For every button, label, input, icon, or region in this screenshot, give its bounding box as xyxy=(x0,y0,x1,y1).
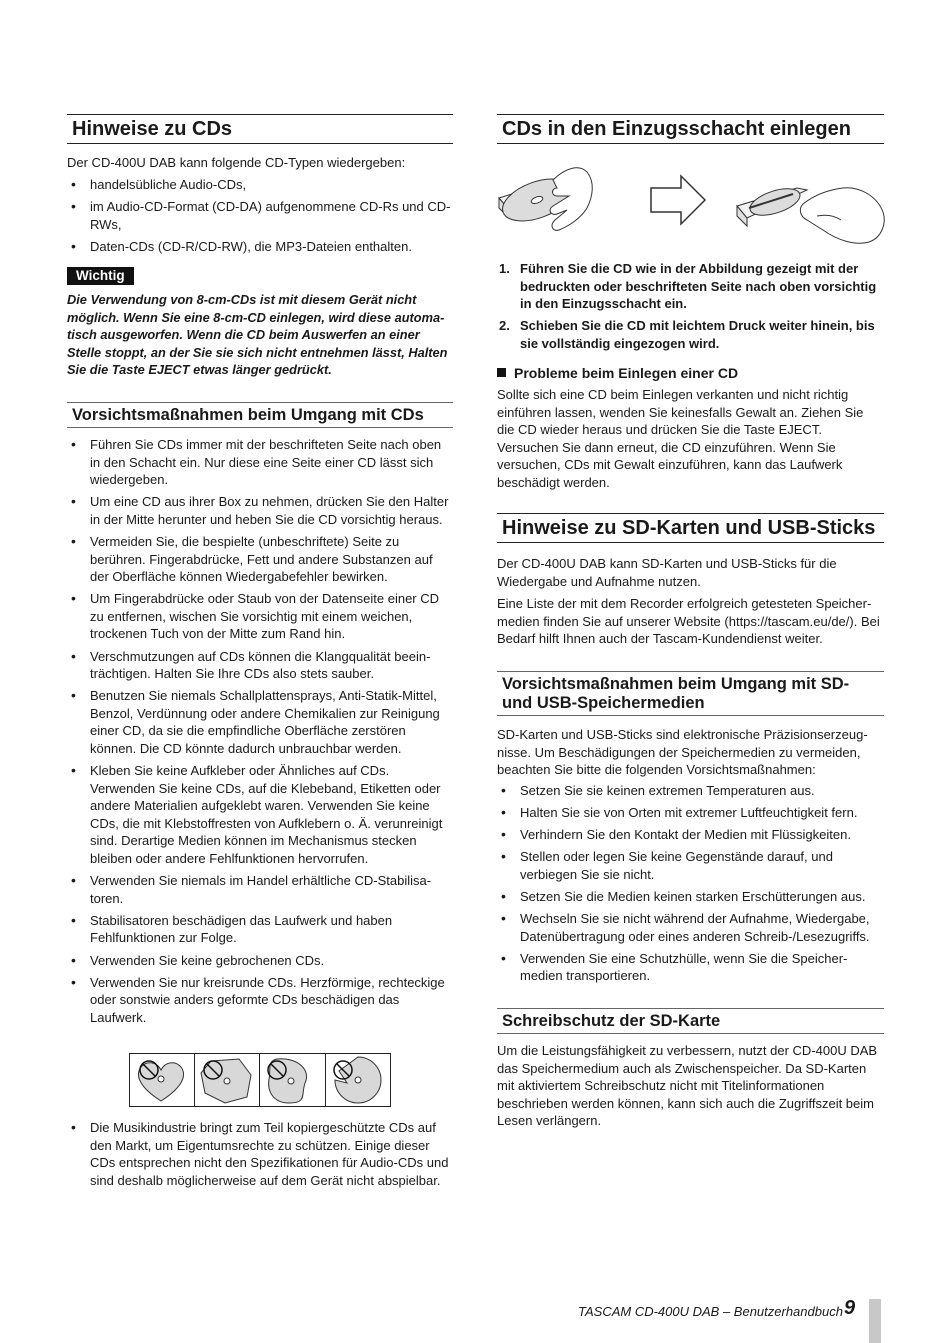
page-edge-tab xyxy=(869,1299,881,1343)
footer-doc-title: TASCAM CD-400U DAB – Benutzerhandbuch xyxy=(578,1304,843,1319)
section-title-sd-care: Vorsichtsmaßnahmen beim Umgang mit SD- und USB-Speichermedien xyxy=(497,671,884,716)
list-item: • Setzen Sie die Medien keinen starken Erschütterungen aus. xyxy=(497,888,884,906)
list-item: • Verwenden Sie eine Schutzhülle, wenn Sie die Speichermedien transportieren. xyxy=(497,950,884,985)
write-protect-text: Um die Leistungsfähigkeit zu verbessern, nutzt der CD-400U DAB das Speichermedium auch als Zwischenspeicher. Da SD-Karten mit aktiviertem Schreibschutz nicht mit Titelinformationen beschrieben werden können, kann sich auch die Zugriffszeit beim Lesen verlängern. xyxy=(497,1043,878,1129)
list-item: • Stabilisatoren beschädigen das Laufwerk und haben Fehlfunktionen zur Folge. xyxy=(67,912,453,947)
square-bullet-icon xyxy=(497,368,506,377)
list-item: • Vermeiden Sie, die bespielte (unbeschriftete) Seite zu berühren. Fingerabdrücke, Fett und andere Substanzen auf der Oberfläche können Wiedergabefehler bewirken. xyxy=(67,533,453,586)
section-title-cd-care: Vorsichtsmaßnahmen beim Umgang mit CDs xyxy=(67,402,453,428)
list-item: • Stellen oder legen Sie keine Gegenstände darauf, und verbiegen Sie sie nicht. xyxy=(497,848,884,883)
list-item: • Verwenden Sie keine gebrochenen CDs. xyxy=(67,952,453,970)
device-slot-icon-2 xyxy=(737,184,807,226)
copy-protection-list xyxy=(67,1119,453,1194)
insert-steps-list xyxy=(497,260,884,357)
list-item: • Kleben Sie keine Aufkleber oder Ähnliches auf CDs. Verwenden Sie keine CDs, auf die Klebeband, Etiketten oder andere Materialien aufgeklebt waren. Verwenden Sie keine CDs, die mit Klebstoffresten von Aufklebern o. Ä. verunreinigt sind. Derartige Medien können im Mechanismus stecken bleiben oder andere Fehlfunktionen hervorrufen. xyxy=(67,762,453,868)
list-item: • Führen Sie CDs immer mit der beschrifteten Seite nach oben in den Schacht ein. Nur diese eine Seite einer CD lässt sich wiedergeben. xyxy=(67,436,453,489)
list-item: • Daten-CDs (CD-R/CD-RW), die MP3-Dateien enthalten. xyxy=(67,238,453,256)
list-item: • handelsübliche Audio-CDs, xyxy=(67,176,453,194)
section-title-cds: Hinweise zu CDs xyxy=(67,114,453,144)
list-item: • Setzen Sie sie keinen extremen Temperaturen aus. xyxy=(497,782,884,800)
list-item: • Verhindern Sie den Kontakt der Medien mit Flüssigkeiten. xyxy=(497,826,884,844)
important-text: Die Verwendung von 8-cm-CDs ist mit diesem Gerät nicht möglich. Wenn Sie eine 8-cm-CD einlegen, wird diese automatisch ausgeworfen. Wenn die CD beim Auswerfen an einer Stelle stoppt, an der Sie sie sich nicht entnehmen lässt, Halten Sie die Taste EJECT etwas länger gedrückt. xyxy=(67,292,448,378)
cd-intro-text: Der CD-400U DAB kann folgende CD-Typen wiedergeben: xyxy=(67,155,406,170)
list-item: • Verschmutzungen auf CDs können die Klangqualität beeinträchtigen. Halten Sie Ihre CDs also stets sauber. xyxy=(67,648,453,683)
step-item: 1. Führen Sie die CD wie in der Abbildung gezeigt mit der bedruckten oder beschrifteten Seite nach oben vorsichtig in den Einzugsschacht ein. xyxy=(499,261,877,312)
cd-insertion-illustration xyxy=(497,160,887,250)
list-item: • Halten Sie sie von Orten mit extremer Luftfeuchtigkeit fern. xyxy=(497,804,884,822)
section-title-insert-cd: CDs in den Einzugsschacht einlegen xyxy=(497,114,884,144)
list-item: • im Audio-CD-Format (CD-DA) aufgenommene CD-Rs und CD-RWs, xyxy=(67,198,453,233)
list-item: • Um Fingerabdrücke oder Staub von der Datenseite einer CD zu entfernen, wischen Sie vorsichtig mit einem weichen, trockenen Tuch von der Mitte zum Rand hin. xyxy=(67,590,453,643)
problem-text: Sollte sich eine CD beim Einlegen verkanten und nicht richtig einführen lassen, wenden Sie keinesfalls Gewalt an. Ziehen Sie die CD wieder heraus und drücken Sie die Taste EJECT. Versuchen Sie dann erneut, die CD einzuführen. Wenn Sie versuchen, CDs mit Gewalt einzuführen, kann das Laufwerk beschädigt werden. xyxy=(497,387,864,490)
cd-types-list xyxy=(67,176,453,260)
page-number: 9 xyxy=(844,1297,856,1319)
list-item: • Die Musikindustrie bringt zum Teil kopiergeschützte CDs auf den Markt, um Eigentumsrechte zu schützen. Einige dieser CDs entsprechen nicht den Spezifikationen für Audio-CDs und sind deshalb möglicherweise auf dem Gerät nicht abspielbar. xyxy=(67,1119,453,1189)
sd-intro-text: Der CD-400U DAB kann SD-Karten und USB-Sticks für die Wiedergabe und Aufnahme nutzen. xyxy=(497,556,837,589)
list-item: • Verwenden Sie niemals im Handel erhältliche CD-Stabilisatoren. xyxy=(67,872,453,907)
important-badge: Wichtig xyxy=(67,267,134,285)
hand-icon-2 xyxy=(800,188,884,244)
problem-heading: Probleme beim Einlegen einer CD xyxy=(497,365,738,381)
sd-care-list xyxy=(497,782,884,989)
section-title-write-protect: Schreibschutz der SD-Karte xyxy=(497,1008,884,1034)
cd-care-list xyxy=(67,436,453,1031)
sd-list-text: Eine Liste der mit dem Recorder erfolgreich getesteten Speichermedien finden Sie auf unserer Website (https://tascam.eu/de/). Bei Bedarf hilft Ihnen auch der Tascam-Kundendienst weiter. xyxy=(497,596,880,647)
cd-shapes-illustration xyxy=(129,1053,391,1107)
list-item: • Wechseln Sie sie nicht während der Aufnahme, Wiedergabe, Datenübertragung oder eines anderen Schreib-/Lesezugriffs. xyxy=(497,910,884,945)
sd-care-intro: SD-Karten und USB-Sticks sind elektronische Präzisionserzeugnisse. Um Beschädigungen der Speichermedien zu vermeiden, beachten Sie bitte die folgenden Vorsichtsmaßnahmen: xyxy=(497,727,868,778)
arrow-right-icon xyxy=(651,176,705,224)
irregular-cd-icon xyxy=(268,1059,307,1103)
list-item: • Verwenden Sie nur kreisrunde CDs. Herzförmige, rechteckige oder sonstwie anders geformte CDs beschädigen das Laufwerk. xyxy=(67,974,453,1027)
step-item: 2. Schieben Sie die CD mit leichtem Druck weiter hinein, bis sie vollständig eingezogen wird. xyxy=(499,318,875,351)
list-item: • Um eine CD aus ihrer Box zu nehmen, drücken Sie den Halter in der Mitte herunter und heben Sie die CD vorsichtig heraus. xyxy=(67,493,453,528)
section-title-sd-usb: Hinweise zu SD-Karten und USB-Sticks xyxy=(497,513,884,543)
list-item: • Benutzen Sie niemals Schallplattensprays, Anti-Statik-Mittel, Benzol, Verdünnung oder andere Chemikalien zur Reinigung einer CD, da sie die empfindliche Oberfläche zerstören können. Die CD könnte dadurch unbrauchbar werden. xyxy=(67,687,453,757)
